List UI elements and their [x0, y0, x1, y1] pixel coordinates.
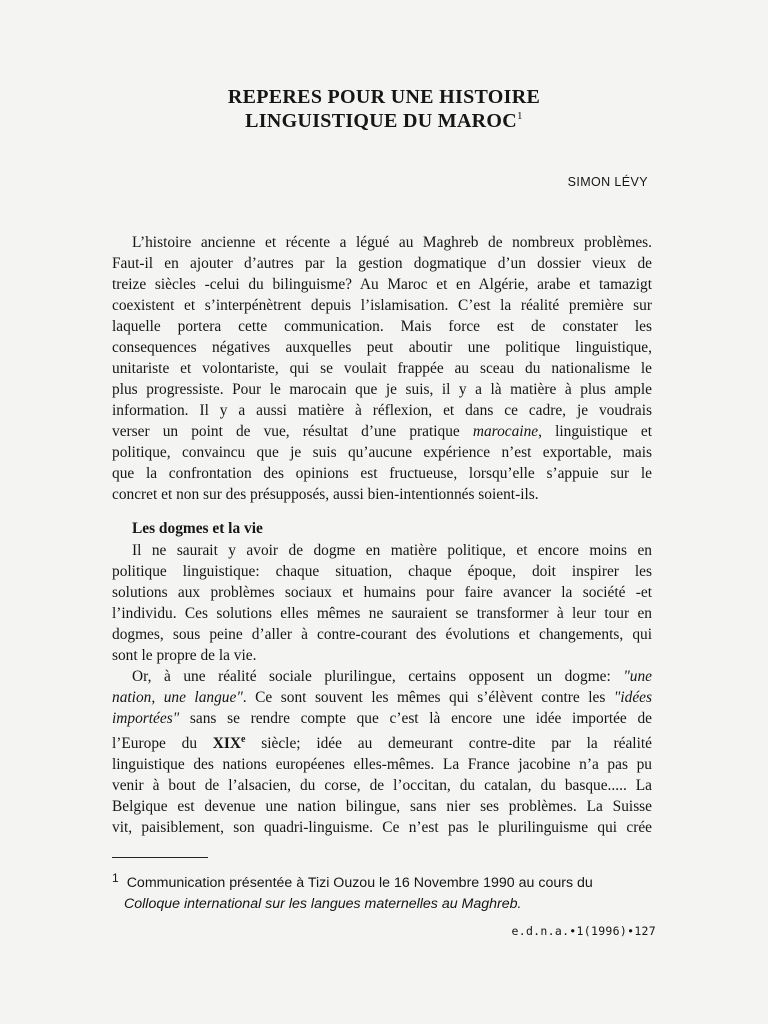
century-roman: XIX [212, 735, 242, 752]
text-line: plus progressiste. Pour le marocain que je suis, il y a là matière à plus ample [112, 381, 652, 398]
text-line [112, 708, 652, 729]
title-line-2 [0, 110, 768, 133]
text-line: L’histoire ancienne et récente a légué au Maghreb de nombreux problèmes. [132, 234, 652, 251]
text-line: politique linguistique: chaque situation, chaque époque, doit inspirer les [112, 563, 652, 580]
text-line: laquelle portera cette communication. Mais force est de constater les [112, 318, 652, 335]
quote-segment: nation, une langue" [112, 689, 243, 706]
text-line: vit, paisiblement, son quadri-linguisme. Ce n’est pas le plurilinguisme qui crée [112, 819, 652, 836]
text-line: dogmes, sous peine d’aller à contre-courant des évolutions et changements, qui [112, 626, 652, 643]
footnote-line-1 [112, 868, 657, 894]
text-line: sont le propre de la vie. [112, 647, 257, 664]
text-segment: sans se rendre compte que c’est là encore une idée importée de [189, 710, 652, 727]
paragraph-dogmes [112, 540, 652, 666]
footnote-text: Communication présentée à Tizi Ouzou le 16 Novembre 1990 au cours du [126, 875, 593, 891]
footnote [112, 868, 657, 915]
text-line: coexistent et s’interpénètrent depuis l’islamisation. C’est la réalité première sur [112, 297, 652, 314]
text-segment: l’Europe du [112, 735, 198, 752]
paragraph-intro [112, 232, 652, 505]
text-line [112, 729, 652, 754]
text-line: Il ne saurait y avoir de dogme en matière politique, et encore moins en [132, 542, 652, 559]
century-superscript: e [241, 734, 246, 745]
text-line [112, 421, 652, 442]
text-line: l’individu. Ces solutions elles mêmes ne sauraient se transformer à leur tour en [112, 605, 652, 622]
text-line: Belgique est devenue une nation bilingue, sans nier ses problèmes. La Suisse [112, 798, 652, 815]
quote-segment: importées" [112, 710, 180, 727]
quote-segment: "idées [613, 689, 652, 706]
text-line: politique, convaincu que je suis qu’aucune expérience n’est exportable, mais [112, 444, 652, 461]
text-line: unitariste et volontariste, qui se voulait frappée au sceau du nationalisme le [112, 360, 652, 377]
footnote-line-2: Colloque international sur les langues maternelles au Maghreb. [124, 896, 522, 912]
text-line: venir à bout de l’alsacien, du corse, de l’occitan, du catalan, du basque..... La [112, 777, 652, 794]
title-line-1: REPERES POUR UNE HISTOIRE [227, 86, 541, 108]
text-line: concret et non sur des présupposés, aussi bien-intentionnés soient-ils. [112, 486, 539, 503]
quote-segment: "une [623, 668, 652, 685]
text-line: solutions aux problèmes sociaux et humains pour faire avancer la société -et [112, 584, 652, 601]
text-line: que la confrontation des opinions est fructueuse, lorsqu’elle s’appuie sur le [112, 465, 652, 482]
section-heading: Les dogmes et la vie [132, 520, 263, 537]
emphasis-marocaine: marocaine [472, 423, 539, 440]
footnote-divider [112, 857, 208, 858]
footnote-mark: 1 [112, 871, 119, 885]
text-line: linguistique des nations européenes elles-mêmes. La France jacobine n’a pas pu [112, 756, 652, 773]
century-numeral [213, 735, 246, 752]
page-folio: e.d.n.a.•1(1996)•127 [511, 924, 656, 938]
text-segment: siècle; idée au demeurant contre-dite par la réalité [261, 735, 652, 752]
text-segment: , linguistique et [538, 423, 652, 440]
title-footnote-mark: 1 [517, 110, 523, 122]
text-segment: verser un point de vue, résultat d’une pratique [112, 423, 460, 440]
paragraph-plurilingue [112, 666, 652, 838]
text-line [112, 687, 652, 708]
text-line: consequences négatives auxquelles peut aboutir une politique linguistique, [112, 339, 652, 356]
text-line: Faut-il en ajouter d’autres par la gestion dogmatique d’un dossier vieux de [112, 255, 652, 272]
author-name: SIMON LÉVY [567, 175, 648, 189]
text-segment: Or, à une réalité sociale plurilingue, certains opposent un dogme: [132, 668, 611, 685]
text-line: treize siècles -celui du bilinguisme? Au Maroc et en Algérie, arabe et tamazigt [112, 276, 652, 293]
text-line [112, 666, 652, 687]
text-line: information. Il y a aussi matière à réflexion, et dans ce cadre, je voudrais [112, 402, 652, 419]
title-text: LINGUISTIQUE DU MAROC [245, 110, 518, 132]
text-segment: . Ce sont souvent les mêmes qui s’élèvent contre les [242, 689, 606, 706]
